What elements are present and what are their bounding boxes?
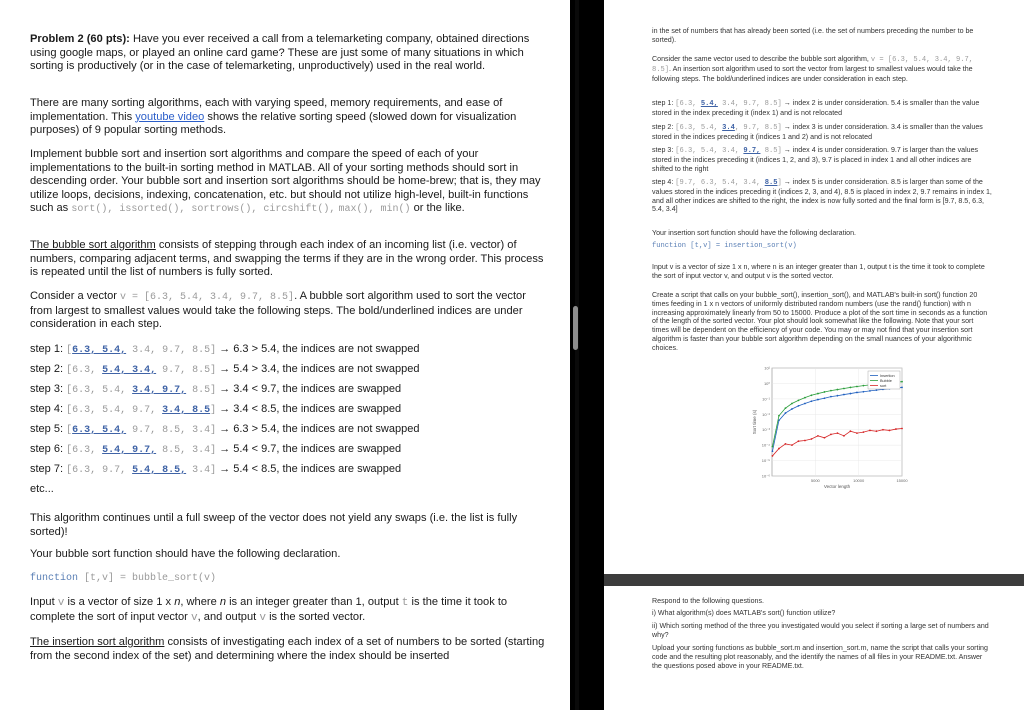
question-1: i) What algorithm(s) does MATLAB's sort() function utilize? <box>652 609 836 617</box>
continuation-text: in the set of numbers that has already been sorted (i.e. the set of numbers preceding the number to be sorted). <box>652 27 974 44</box>
consider-b: . An insertion sort algorithm used to sort the vector from largest to smallest values would take the following steps. The bold/underlined indices are under consideration in each step. <box>652 64 973 83</box>
step-highlight: 5.4, 9.7, <box>102 445 157 456</box>
data-point-insertion <box>785 412 787 414</box>
step-post: 3.4] <box>186 465 217 476</box>
step-desc: → 5.4 > 3.4, the indices are not swapped <box>216 363 420 375</box>
step-desc: → index 5 is under consideration. 8.5 is larger than some of the values stored in the indices preceding it (indices 2, 3, and 4), 8.5 is placed in index 2, 9.7 remains in index 1, and all other indices are shifted to the right, the index is now fully sorted and the final form is [9.7, 8.5, 6.3, 5.4, 3.4] <box>652 178 992 214</box>
consider-paragraph <box>30 290 550 332</box>
data-point-sort <box>901 428 903 430</box>
step-label: step 1: <box>652 99 674 107</box>
bubble-step <box>30 403 560 423</box>
step-label: step 5: <box>30 423 64 435</box>
p8-f: , and output <box>197 610 260 623</box>
problem-label: Problem 2 (60 pts): <box>30 33 130 45</box>
bubble-step <box>30 383 560 403</box>
step-desc: → index 3 is under consideration. 3.4 is smaller than the values stored in the indices preceding it (indices 1 and 2) and is not relocated <box>652 123 983 141</box>
data-point-sort <box>778 448 780 450</box>
step-post: , 9.7, 8.5] <box>734 124 782 132</box>
data-point-bubble <box>804 397 806 399</box>
data-point-bubble <box>824 391 826 393</box>
data-point-sort <box>824 437 826 439</box>
upload-instructions: Upload your sorting functions as bubble_sort.m and insertion_sort.m, name the script that calls your sorting code and the resulting plot reasonably, and the identify the names of all files in your README.txt. Answer the questions posed above in your README.txt. <box>652 644 988 670</box>
step-pre: [6.3, <box>66 365 103 376</box>
insertion-step <box>652 123 992 142</box>
p8-c: , where <box>180 596 220 608</box>
insertion-declaration-intro: Your insertion sort function should have the following declaration. <box>652 229 857 237</box>
chart-y-label: Sort time (s) <box>752 409 757 435</box>
legend-entry: Insertion <box>880 373 895 378</box>
consider-a: Consider the same vector used to describe the bubble sort algorithm, <box>652 55 871 63</box>
data-point-bubble <box>863 385 865 387</box>
data-point-insertion <box>856 392 858 394</box>
step-desc: → 3.4 < 8.5, the indices are swapped <box>216 403 402 415</box>
chart-legend <box>868 371 900 389</box>
chart-x-label: Vector length <box>823 484 851 489</box>
data-point-sort <box>876 430 878 432</box>
step-highlight: 5.4, 3.4, <box>102 365 157 376</box>
data-point-insertion <box>817 399 819 401</box>
data-point-sort <box>843 435 845 437</box>
data-point-sort <box>804 440 806 442</box>
respond-text: Respond to the following questions. <box>652 597 764 605</box>
step-label: step 3: <box>652 146 674 154</box>
data-point-sort <box>869 430 871 432</box>
step-label: step 2: <box>30 363 64 375</box>
data-point-insertion <box>863 391 865 393</box>
script-paragraph: Create a script that calls on your bubble_sort(), insertion_sort(), and MATLAB's built-in sort() function 20 times feeding in 1 x n vectors of uniformly distributed random numbers (use the rand() function) with n increasing approximately linearly from 50 to 15000. Produce a plot of the sort time in seconds as a function of the length of the sorted vector. Your plot should look somewhat like the following. Note that your sort times will be dependent on the efficiency of your code. You may or may not find that your insertion sort algorithm is faster than your bubble sort algorithm depending on the small nuances of your algorithmic choices. <box>652 291 988 352</box>
step-highlight: 6.3, 5.4, <box>72 425 127 436</box>
y-tick-label: 10¹ <box>764 365 770 371</box>
data-point-bubble <box>901 381 903 383</box>
data-point-insertion <box>901 387 903 389</box>
step-post: 9.7, 8.5, 3.4] <box>126 425 217 436</box>
sort-time-chart <box>750 362 910 492</box>
implement-paragraph <box>30 148 550 217</box>
data-point-insertion <box>843 394 845 396</box>
decl-keyword: function <box>30 573 79 584</box>
insertion-sort-link[interactable]: The insertion sort algorithm <box>30 636 165 648</box>
p3-funcs: sort(), issorted(), sortrows(), circshift(), <box>71 204 336 216</box>
right-page <box>604 0 1024 574</box>
etc-text: etc... <box>30 483 54 495</box>
p8-e: is the time it took to complete the sort of input vector <box>30 596 508 623</box>
data-point-sort <box>856 432 858 434</box>
scrollbar-track[interactable] <box>575 0 579 710</box>
bubble-sort-declaration <box>30 572 550 586</box>
x-tick-label: 15000 <box>896 478 908 483</box>
step-pre: [6.3, <box>66 445 103 456</box>
step-desc: → 6.3 > 5.4, the indices are not swapped <box>216 423 420 435</box>
data-point-bubble <box>811 394 813 396</box>
y-tick-label: 10⁻⁵ <box>761 458 770 464</box>
step-post: 3.4, 9.7, 8.5] <box>126 345 217 356</box>
p8-b: is a vector of size 1 x <box>64 596 175 608</box>
data-point-bubble <box>843 388 845 390</box>
consider-vector: v = [6.3, 5.4, 3.4, 9.7, 8.5] <box>652 56 974 74</box>
data-point-bubble <box>837 389 839 391</box>
y-tick-label: 10⁻⁶ <box>761 473 770 479</box>
data-point-bubble <box>830 390 832 392</box>
data-point-bubble <box>856 386 858 388</box>
step-label: step 2: <box>652 123 674 131</box>
data-point-sort <box>882 429 884 431</box>
step-pre: [6.3, 9.7, <box>66 465 133 476</box>
step-label: step 4: <box>652 178 674 186</box>
data-point-insertion <box>798 405 800 407</box>
insertion-step <box>652 99 992 118</box>
data-point-sort <box>791 444 793 446</box>
data-point-bubble <box>778 415 780 417</box>
y-tick-label: 10⁰ <box>763 380 770 386</box>
p2-text-b: shows the relative sorting speed (slowed down for visualization purposes) of 9 popular sorting methods. <box>30 110 517 137</box>
step-pre: [6.3, 5.4, <box>675 124 723 132</box>
step-label: step 7: <box>30 463 64 475</box>
step-highlight: 8.5 <box>764 179 778 187</box>
data-point-insertion <box>850 393 852 395</box>
p5-text-a: Consider a vector <box>30 290 121 302</box>
p8-n2: n <box>219 596 226 608</box>
insertion-step <box>652 146 992 173</box>
p8-v: v <box>57 597 65 609</box>
data-point-insertion <box>824 397 826 399</box>
data-point-sort <box>817 435 819 437</box>
step-desc: → 5.4 < 9.7, the indices are swapped <box>216 443 402 455</box>
p8-v3: v <box>259 611 266 624</box>
p8-a: Input <box>30 596 58 608</box>
data-point-bubble <box>850 387 852 389</box>
right-page-bottom <box>604 586 1024 710</box>
scrollbar-thumb[interactable] <box>573 306 578 350</box>
step-post: 8.5] <box>760 147 782 155</box>
step-desc: → 5.4 < 8.5, the indices are swapped <box>216 463 402 475</box>
data-point-bubble <box>798 399 800 401</box>
data-point-bubble <box>791 403 793 405</box>
data-point-bubble <box>785 407 787 409</box>
data-point-bubble <box>817 393 819 395</box>
step-label: step 4: <box>30 403 64 415</box>
data-point-insertion <box>837 395 839 397</box>
data-point-sort <box>798 440 800 442</box>
input-paragraph <box>30 596 550 625</box>
step-pre: [9.7, 6.3, 5.4, 3.4, <box>675 179 765 187</box>
step-pre: [ <box>66 345 73 356</box>
step-post: 8.5] <box>186 385 217 396</box>
x-tick-label: 10000 <box>853 478 865 483</box>
step-label: step 6: <box>30 443 64 455</box>
step-post: 8.5, 3.4] <box>156 445 217 456</box>
data-point-sort <box>889 430 891 432</box>
youtube-video-link[interactable]: youtube video <box>135 110 205 123</box>
bubble-step <box>30 423 560 443</box>
step-post: 9.7, 8.5] <box>156 365 217 376</box>
step-pre: [ <box>66 425 73 436</box>
p8-g: is the sorted vector. <box>265 610 366 623</box>
y-tick-label: 10⁻⁴ <box>761 442 770 448</box>
p4-text: consists of stepping through each index of an incoming list (i.e. vector) of numbers, comparing adjacent terms, and swapping the terms if they are in the wrong order. This process is repeated until the list of numbers is fully sorted. <box>30 239 544 279</box>
p5-text-b: . A bubble sort algorithm used to sort the vector from largest to smallest values would take the following steps. The bold/underlined indices are under consideration in each step. <box>30 290 526 331</box>
insertion-consider-paragraph <box>652 55 992 83</box>
step-desc: → 3.4 < 9.7, the indices are swapped <box>216 383 402 395</box>
declaration-intro: Your bubble sort function should have the following declaration. <box>30 548 341 560</box>
bubble-step <box>30 363 560 383</box>
data-point-insertion <box>869 390 871 392</box>
step-pre: [6.3, 5.4, 3.4, <box>675 147 744 155</box>
step-desc: → index 4 is under consideration. 9.7 is larger than the values stored in the indices preceding it (indices 1, 2, and 3), 9.7 is placed in index 1 and all other indices are shifted to the right <box>652 146 979 173</box>
step-post: 3.4, 9.7, 8.5] <box>717 100 782 108</box>
data-point-sort <box>811 438 813 440</box>
p2-text-a: There are many sorting algorithms, each with varying speed, memory requirements, and ease of implementation. This <box>30 97 503 123</box>
intro-paragraph <box>30 33 550 74</box>
p8-v2: v <box>190 611 198 624</box>
data-point-insertion <box>876 389 878 391</box>
data-point-sort <box>850 430 852 432</box>
p8-d: is an integer greater than 1, output <box>226 596 402 608</box>
continues-paragraph: This algorithm continues until a full sweep of the vector does not yield any swaps (i.e. the list is fully sorted)! <box>30 512 518 538</box>
insertion-sort-paragraph <box>30 636 550 663</box>
step-highlight: 3.4, 8.5 <box>162 405 211 416</box>
data-point-bubble <box>772 446 774 448</box>
data-point-sort <box>837 432 839 434</box>
bubble-step <box>30 443 560 463</box>
step-post: ] <box>777 179 782 187</box>
decl-rest: [t,v] = bubble_sort(v) <box>78 573 217 584</box>
step-desc: → index 2 is under consideration. 5.4 is smaller than the value stored in the index preceding it (index 1) and is not relocated <box>652 99 980 117</box>
step-pre: [6.3, <box>675 100 701 108</box>
data-point-insertion <box>804 403 806 405</box>
data-point-sort <box>863 431 865 433</box>
step-highlight: 5.4, 8.5, <box>132 465 187 476</box>
bubble-step <box>30 463 560 483</box>
data-point-sort <box>830 433 832 435</box>
step-label: step 3: <box>30 383 64 395</box>
step-highlight: 3.4, 9.7, <box>132 385 187 396</box>
p3-tail: or the like. <box>410 202 465 215</box>
p8-n: n <box>174 596 181 608</box>
step-post: ] <box>210 405 217 416</box>
data-point-sort <box>772 455 774 457</box>
step-desc: → 6.3 > 5.4, the indices are not swapped <box>216 343 420 355</box>
data-point-insertion <box>811 400 813 402</box>
data-point-sort <box>785 443 787 445</box>
bubble-steps-list <box>30 343 560 503</box>
legend-entry: Bubble <box>880 378 892 383</box>
bubble-step <box>30 343 560 363</box>
p3-text: Implement bubble sort and insertion sort algorithms and compare the speed of each of your implementations to the built-in sorting method in MATLAB. All of your sorting methods should sort in descending order. Your bubble sort and insertion sort algorithms should be home-brew; that is, they may utilize loops, decisions, indexing, concatenation, etc. but should not utilize high-level, built-in functions such as <box>30 148 541 215</box>
bubble-sort-paragraph <box>30 239 550 280</box>
p8-t: t <box>401 597 409 609</box>
p5-vector: v = [6.3, 5.4, 3.4, 9.7, 8.5] <box>120 292 295 303</box>
step-highlight: 5.4, <box>700 100 718 108</box>
sorting-algorithms-paragraph <box>30 97 550 138</box>
data-point-insertion <box>830 396 832 398</box>
bubble-sort-link[interactable]: The bubble sort algorithm <box>30 239 156 251</box>
x-tick-label: 5000 <box>810 478 820 483</box>
y-tick-label: 10⁻² <box>762 411 770 417</box>
step-highlight: 6.3, 5.4, <box>72 345 127 356</box>
insertion-step <box>652 178 992 214</box>
insertion-input-paragraph: Input v is a vector of size 1 x n, where n is an integer greater than 1, output t is the time it took to complete the sort of input vector v, and output v is the sorted vector. <box>652 263 985 280</box>
data-point-sort <box>895 428 897 430</box>
question-2: ii) Which sorting method of the three you investigated would you select if sorting a large set of numbers and why? <box>652 622 989 639</box>
intro-text: Have you ever received a call from a telemarketing company, obtained directions using google maps, or played an online card game? These are just some of many situations in which sorting is productively (or in the case of telemarketing, unproductively) used in the real world. <box>30 33 530 73</box>
data-point-insertion <box>772 450 774 452</box>
step-pre: [6.3, 5.4, 9.7, <box>66 405 163 416</box>
step-highlight: 9.7, <box>743 147 761 155</box>
step-label: step 1: <box>30 343 64 355</box>
y-tick-label: 10⁻³ <box>762 427 770 433</box>
p9-text: consists of investigating each index of a set of numbers to be sorted (starting from the second index of the set) and determining where the index should be inserted <box>30 636 545 662</box>
legend-entry: sort <box>880 383 887 388</box>
data-point-insertion <box>791 408 793 410</box>
page-gap <box>604 574 1024 586</box>
y-tick-label: 10⁻¹ <box>762 396 770 402</box>
step-pre: [6.3, 5.4, <box>66 385 133 396</box>
step-highlight: 3.4 <box>722 124 735 132</box>
insertion-sort-declaration: function [t,v] = insertion_sort(v) <box>652 242 797 250</box>
p3-funcs2: max(), min() <box>338 204 411 216</box>
